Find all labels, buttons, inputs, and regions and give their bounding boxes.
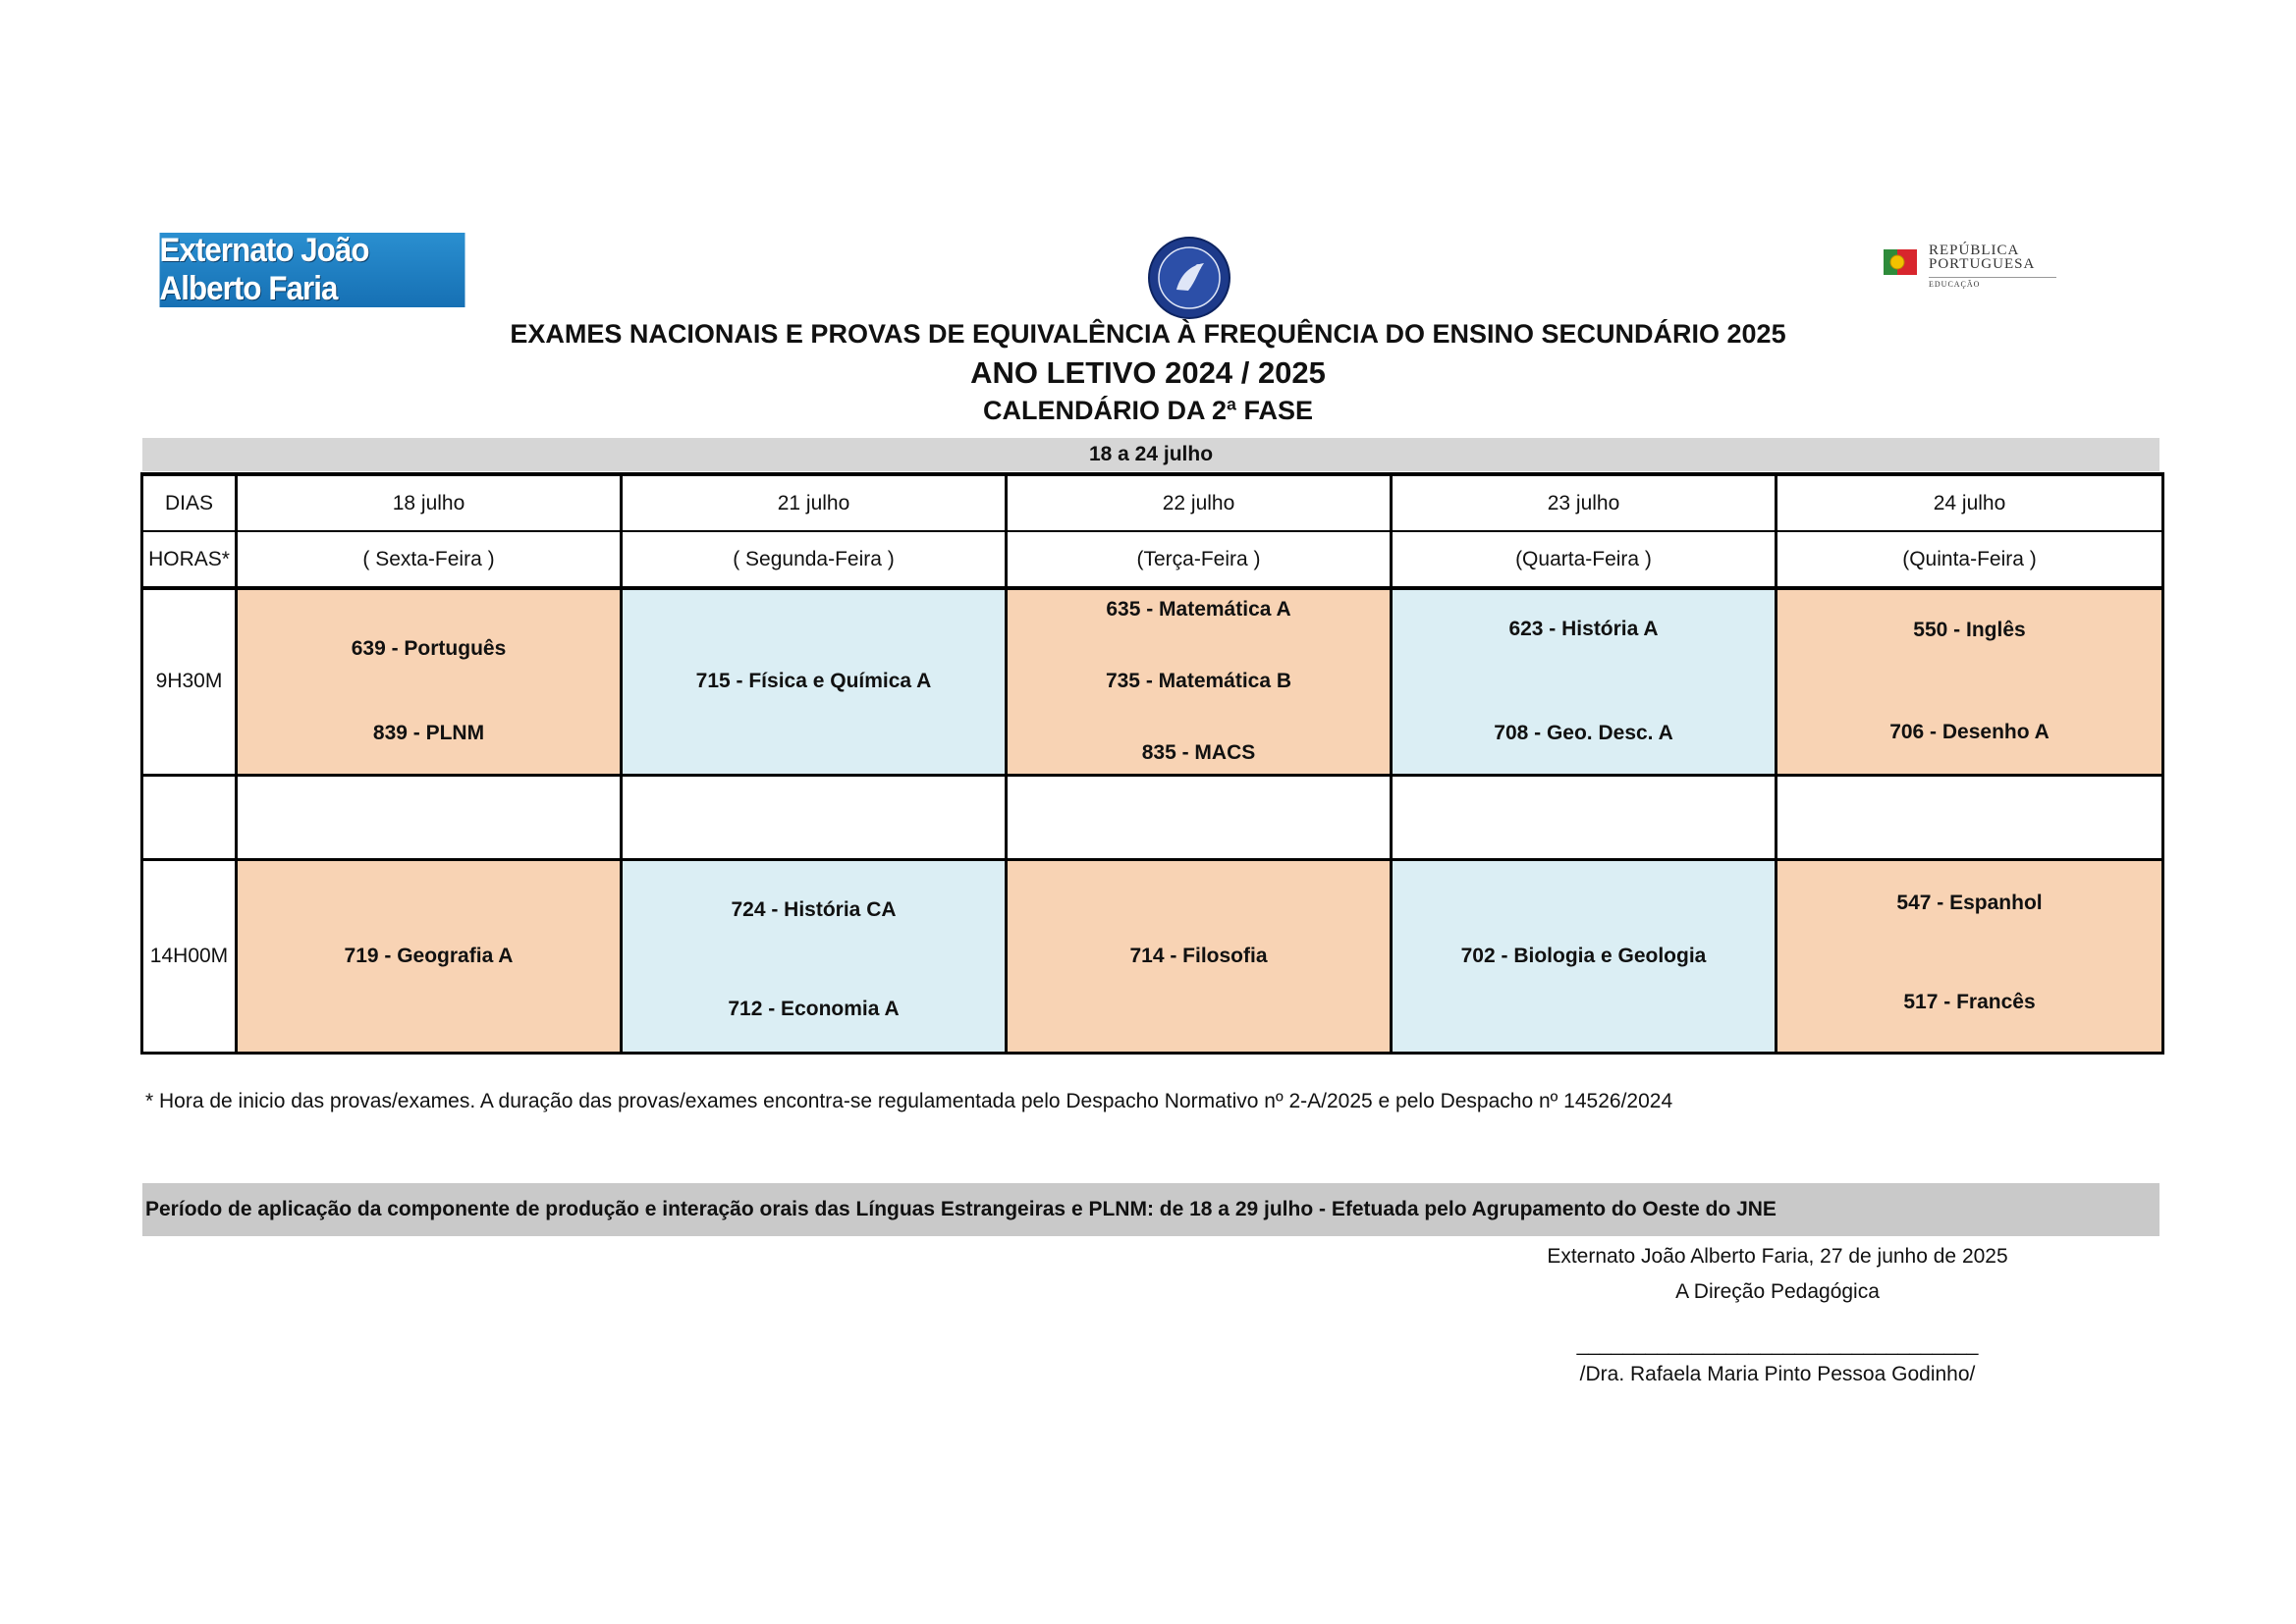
empty-cell: [1777, 775, 2163, 859]
exam-entry: 735 - Matemática B: [1105, 670, 1292, 693]
exam-entry: 706 - Desenho A: [1889, 721, 2050, 744]
exam-cell: [1007, 859, 1392, 1053]
exam-cell: [1007, 588, 1392, 775]
day-date: 18 julho: [237, 474, 622, 531]
signature-place-date: Externato João Alberto Faria, 27 de junho de 2025: [1547, 1245, 2008, 1268]
day-weekday: (Quarta-Feira ): [1392, 531, 1777, 588]
exam-entry: 712 - Economia A: [728, 998, 900, 1020]
exam-entry: 702 - Biologia e Geologia: [1460, 944, 1707, 967]
day-weekday: (Quinta-Feira ): [1777, 531, 2163, 588]
exam-cell: [1777, 588, 2163, 775]
day-weekday: ( Sexta-Feira ): [237, 531, 622, 588]
exam-entry: 635 - Matemática A: [1106, 598, 1291, 622]
day-date: 21 julho: [622, 474, 1007, 531]
afternoon-row: [142, 859, 2163, 1053]
empty-cell: [142, 775, 237, 859]
empty-cell: [622, 775, 1007, 859]
exam-calendar-table: [140, 472, 2164, 1055]
exam-cell: [1392, 859, 1777, 1053]
exam-entry: 708 - Geo. Desc. A: [1494, 722, 1673, 745]
exam-cell: [237, 859, 622, 1053]
dias-label: DIAS: [142, 474, 237, 531]
school-year: ANO LETIVO 2024 / 2025: [970, 355, 1326, 390]
header-row-weekdays: [142, 531, 2163, 588]
school-seal-icon: [1147, 236, 1231, 320]
footnote: * Hora de inicio das provas/exames. A duração das provas/exames encontra-se regulamentada pelo Despacho Normativo nº 2-A/2025 e pelo Despacho nº 14526/2024: [145, 1090, 1673, 1112]
exam-entry: 724 - História CA: [731, 898, 897, 921]
afternoon-time: 14H00M: [142, 859, 237, 1053]
day-date: 24 julho: [1777, 474, 2163, 531]
exam-cell: [1392, 588, 1777, 775]
empty-cell: [237, 775, 622, 859]
rp-line1: REPÚBLICA: [1929, 243, 2020, 258]
oral-notice-bar: Período de aplicação da componente de produção e interação orais das Línguas Estrangeiras e PLNM: de 18 a 29 julho - Efetuada pelo Agrupamento do Oeste do JNE: [142, 1183, 2159, 1236]
signature-role: A Direção Pedagógica: [1675, 1280, 1880, 1303]
signature-name: /Dra. Rafaela Maria Pinto Pessoa Godinho/: [1579, 1363, 1976, 1385]
republica-portuguesa-logo: [1929, 244, 2056, 289]
horas-label: HORAS*: [142, 531, 237, 588]
morning-row: [142, 588, 2163, 775]
day-date: 22 julho: [1007, 474, 1392, 531]
exam-cell: [622, 859, 1007, 1053]
exam-entry: 715 - Física e Química A: [695, 670, 932, 693]
exam-entry: 639 - Português: [351, 637, 507, 661]
exam-entry: 839 - PLNM: [372, 722, 485, 745]
exam-entry: 623 - História A: [1508, 618, 1659, 641]
exam-entry: 547 - Espanhol: [1896, 892, 2043, 914]
phase-title: CALENDÁRIO DA 2ª FASE: [982, 396, 1314, 425]
school-logo-text: Externato João Alberto Faria: [159, 232, 369, 307]
day-weekday: (Terça-Feira ): [1007, 531, 1392, 588]
exam-cell: [622, 588, 1007, 775]
school-logo: [160, 233, 465, 307]
empty-cell: [1007, 775, 1392, 859]
rp-line3: EDUCAÇÃO: [1929, 277, 2056, 289]
exam-entry: 517 - Francês: [1903, 991, 2036, 1013]
exam-cell: [237, 588, 622, 775]
day-weekday: ( Segunda-Feira ): [622, 531, 1007, 588]
exam-entry: 550 - Inglês: [1913, 619, 2026, 642]
header-row-dates: [142, 474, 2163, 531]
rp-line2: PORTUGUESA: [1929, 256, 2036, 272]
empty-row: [142, 775, 2163, 859]
page-title: EXAMES NACIONAIS E PROVAS DE EQUIVALÊNCIA À FREQUÊNCIA DO ENSINO SECUNDÁRIO 2025: [510, 319, 1786, 349]
day-date: 23 julho: [1392, 474, 1777, 531]
exam-entry: 835 - MACS: [1141, 741, 1256, 765]
period-bar: 18 a 24 julho: [142, 438, 2159, 471]
empty-cell: [1392, 775, 1777, 859]
morning-time: 9H30M: [142, 588, 237, 775]
exam-entry: 714 - Filosofia: [1129, 944, 1268, 967]
signature-line: ___________________________________: [1576, 1333, 1979, 1356]
exam-entry: 719 - Geografia A: [344, 944, 514, 967]
exam-cell: [1777, 859, 2163, 1053]
